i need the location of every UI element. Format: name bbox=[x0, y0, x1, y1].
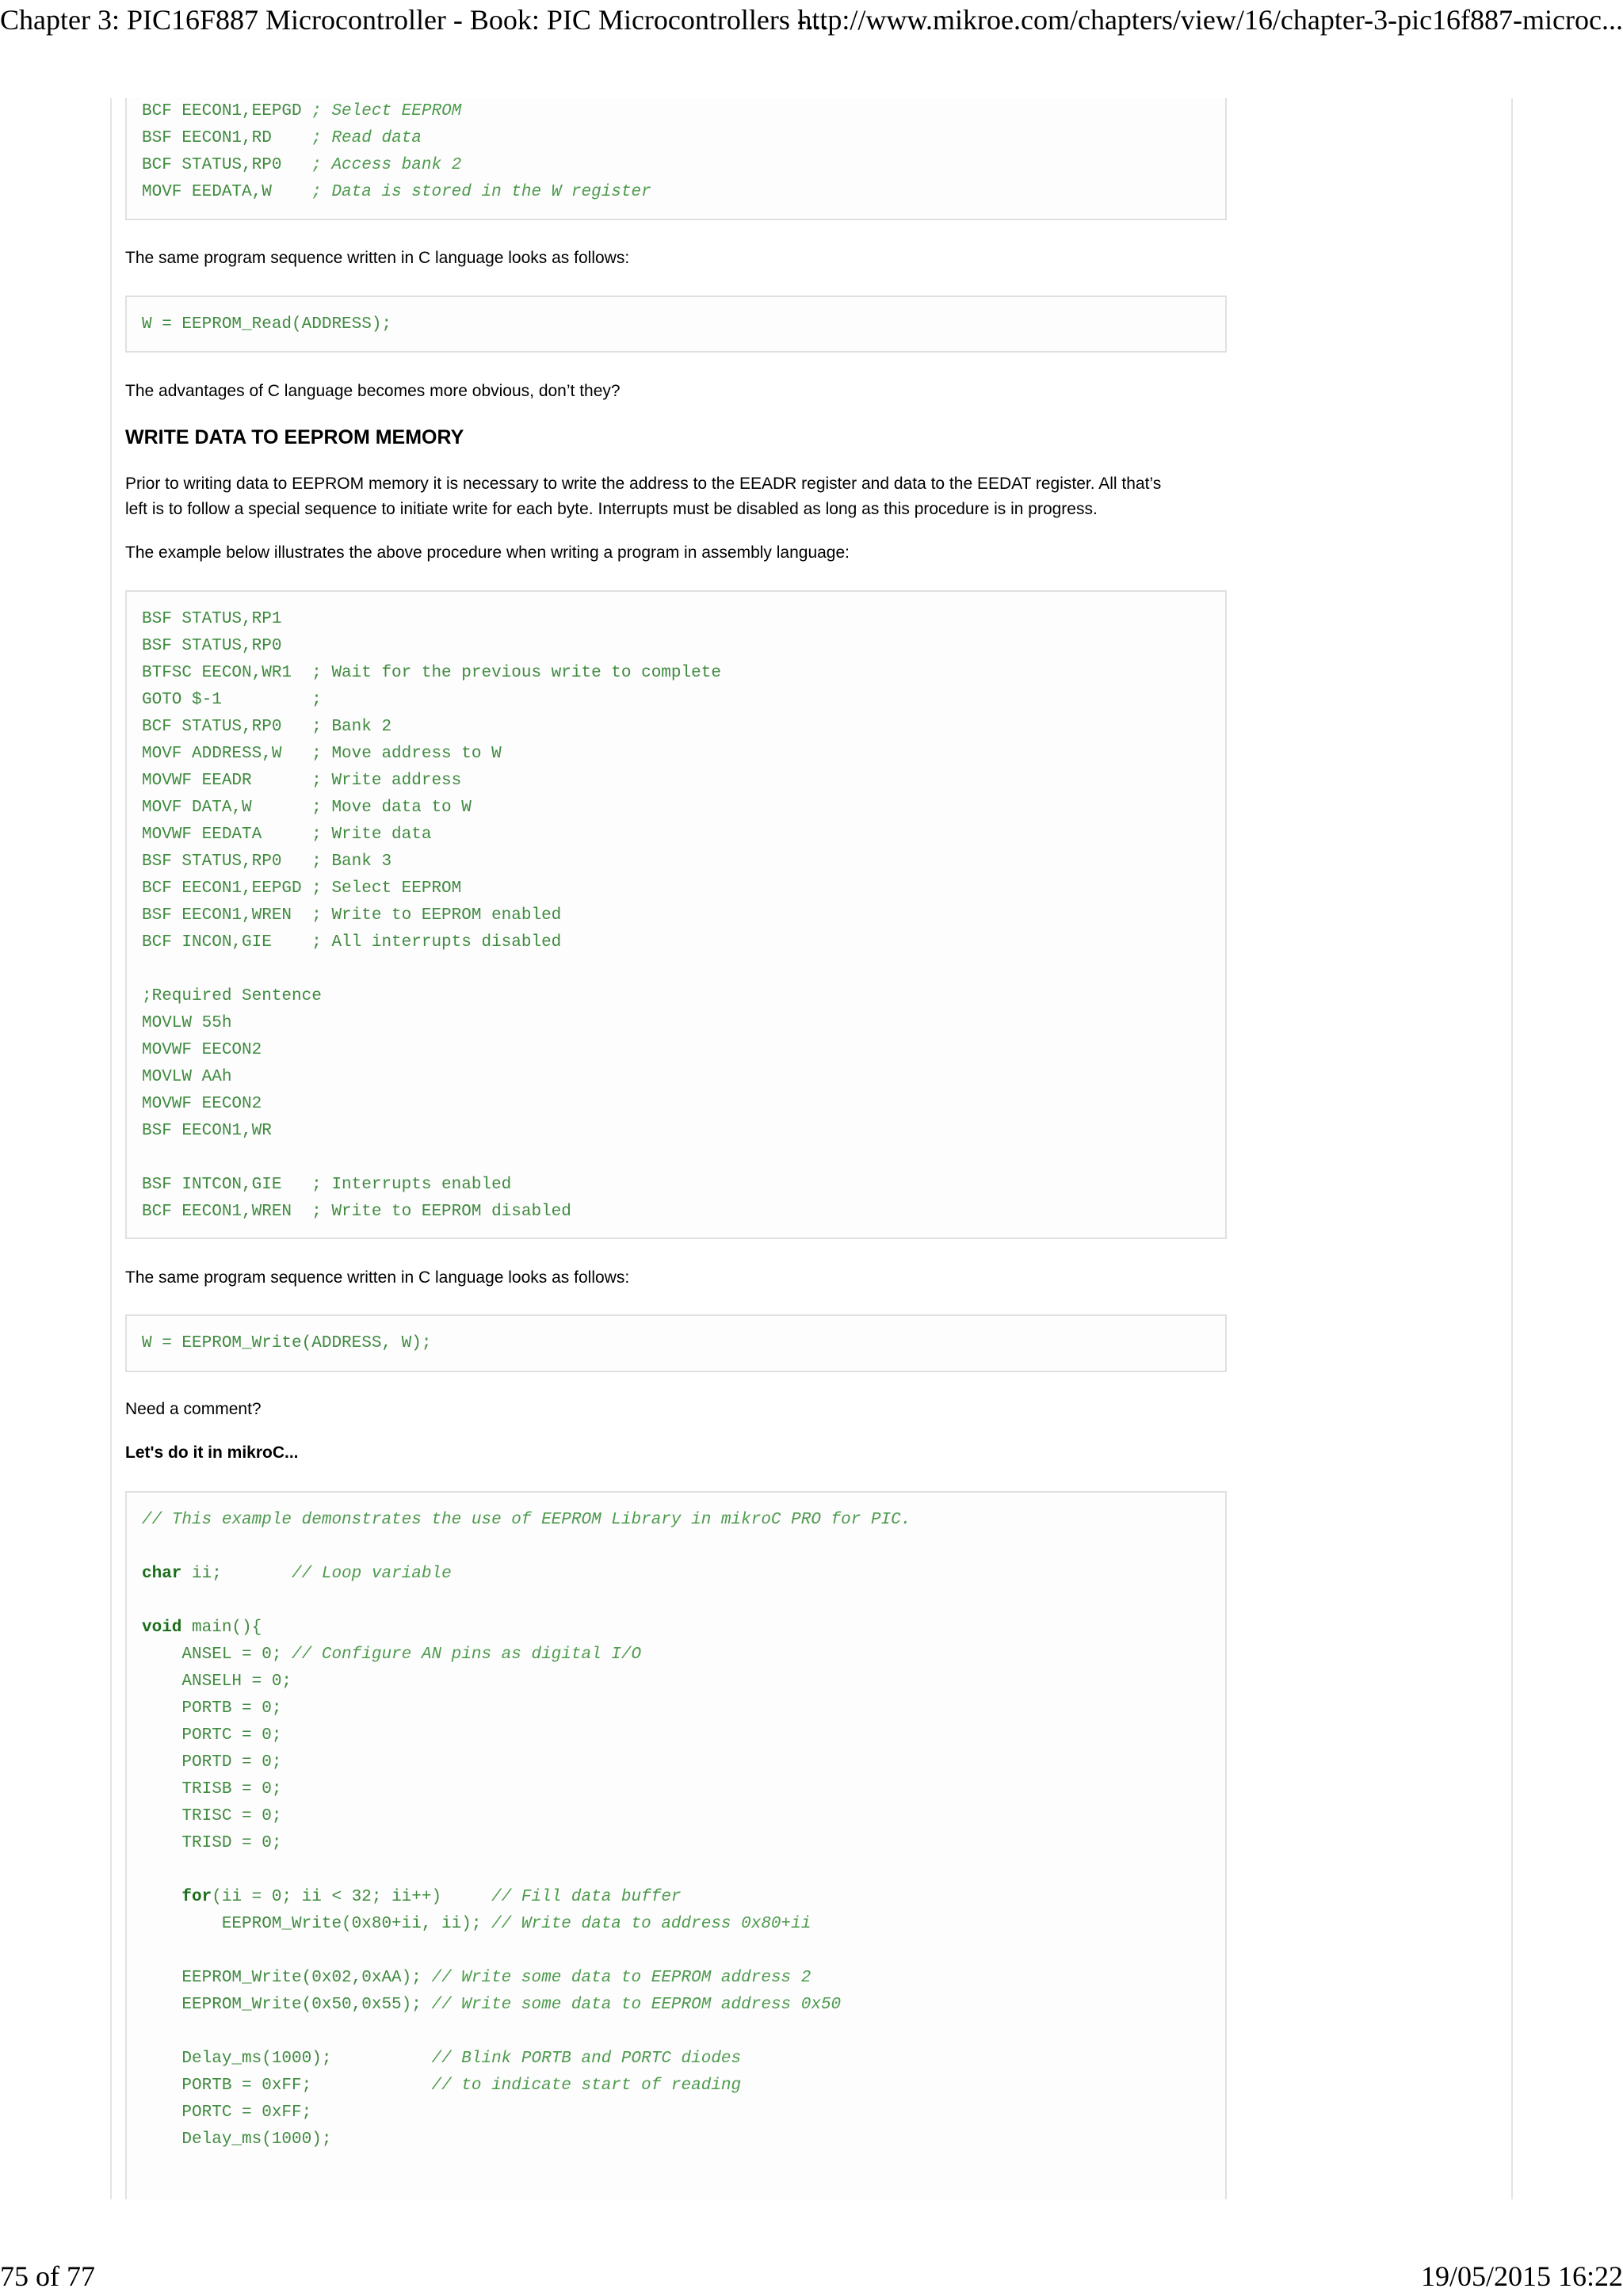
code-block-mikroc bbox=[125, 1491, 1227, 2199]
code-line bbox=[142, 2019, 1211, 2046]
code-text: ;Required Sentence bbox=[142, 987, 322, 1005]
code-text: MOVWF EECON2 bbox=[142, 1095, 262, 1113]
print-header bbox=[0, 3, 1623, 51]
code-line bbox=[142, 875, 1211, 902]
code-line bbox=[142, 1507, 1211, 1534]
code-line bbox=[142, 1884, 1211, 1911]
code-line bbox=[142, 633, 1211, 660]
code-comment: ; Read data bbox=[311, 129, 422, 147]
code-line bbox=[142, 1010, 1211, 1037]
code-comment: // Write data to address 0x80+ii bbox=[491, 1915, 812, 1933]
code-text: BSF EECON1,WREN ; Write to EEPROM enabled bbox=[142, 906, 562, 925]
code-comment: // Loop variable bbox=[292, 1565, 452, 1583]
code-line bbox=[142, 1642, 1211, 1669]
code-text: BSF EECON1,WR bbox=[142, 1122, 272, 1140]
code-line bbox=[142, 1857, 1211, 1884]
code-line bbox=[142, 606, 1211, 633]
code-text: BCF STATUS,RP0 ; Bank 2 bbox=[142, 718, 392, 736]
code-text: BCF STATUS,RP0 bbox=[142, 156, 312, 174]
code-text: GOTO $-1 ; bbox=[142, 691, 322, 709]
code-text: Delay_ms(1000); bbox=[142, 2130, 332, 2149]
code-line bbox=[142, 1615, 1211, 1642]
code-line bbox=[142, 1588, 1211, 1615]
code-text: Delay_ms(1000); bbox=[142, 2050, 432, 2068]
code-text: PORTB = 0xFF; bbox=[142, 2077, 432, 2095]
code-line bbox=[142, 125, 1211, 152]
code-line bbox=[142, 1938, 1211, 1965]
code-line bbox=[142, 983, 1211, 1010]
code-line bbox=[142, 1037, 1211, 1064]
paragraph-same-in-c-2: The same program sequence written in C language looks as follows: bbox=[125, 1268, 630, 1287]
code-text: MOVLW AAh bbox=[142, 1068, 232, 1086]
code-line bbox=[142, 1992, 1211, 2019]
code-comment: // to indicate start of reading bbox=[431, 2077, 742, 2095]
code-line bbox=[142, 902, 1211, 929]
code-text: EEPROM_Write(0x80+ii, ii); bbox=[142, 1915, 492, 1933]
code-text: MOVWF EEDATA ; Write data bbox=[142, 826, 432, 844]
code-line bbox=[142, 1965, 1211, 1992]
paragraph-lets-do: Let's do it in mikroC... bbox=[125, 1444, 299, 1462]
code-text: ANSEL = 0; bbox=[142, 1646, 292, 1664]
code-text: EEPROM_Write(0x02,0xAA); bbox=[142, 1969, 432, 1987]
code-line bbox=[142, 2046, 1211, 2073]
code-line bbox=[142, 1064, 1211, 1091]
code-line bbox=[142, 768, 1211, 795]
code-line bbox=[142, 929, 1211, 956]
code-text: BSF STATUS,RP1 bbox=[142, 610, 282, 628]
code-text: BCF EECON1,EEPGD ; Select EEPROM bbox=[142, 879, 462, 898]
code-line bbox=[142, 1561, 1211, 1588]
paragraph-write-intro: Prior to writing data to EEPROM memory it is necessary to write the address to the EEADR register and data to the EEDAT register. All that’s left is to follow a special sequence to initiate write for each byte. Interrupts must be disabled as long as this procedure is in progress. bbox=[125, 475, 1162, 518]
code-line bbox=[142, 1803, 1211, 1830]
paragraph-need-comment: Need a comment? bbox=[125, 1400, 262, 1418]
code-comment: // Blink PORTB and PORTC diodes bbox=[431, 2050, 742, 2068]
code-text: main(){ bbox=[181, 1619, 262, 1637]
code-text: MOVF EEDATA,W bbox=[142, 183, 312, 201]
code-comment: ; Data is stored in the W register bbox=[311, 183, 651, 201]
code-line bbox=[142, 1669, 1211, 1695]
code-line bbox=[142, 152, 1211, 179]
code-line bbox=[142, 956, 1211, 983]
code-text: BTFSC EECON,WR1 ; Wait for the previous write to complete bbox=[142, 664, 721, 682]
code-line bbox=[142, 98, 1211, 125]
code-line bbox=[142, 1118, 1211, 1145]
code-text: EEPROM_Write(0x50,0x55); bbox=[142, 1996, 432, 2014]
paragraph-example-intro: The example below illustrates the above procedure when writing a program in assembly language: bbox=[125, 543, 850, 562]
code-line bbox=[142, 2100, 1211, 2126]
code-text bbox=[142, 1888, 181, 1906]
code-text: ii; bbox=[181, 1565, 292, 1583]
paragraph-advantages: The advantages of C language becomes more obvious, don’t they? bbox=[125, 382, 621, 400]
code-text: BCF EECON1,EEPGD bbox=[142, 102, 312, 120]
code-comment: // Fill data buffer bbox=[491, 1888, 682, 1906]
code-text: BSF INTCON,GIE ; Interrupts enabled bbox=[142, 1176, 512, 1194]
code-text: BCF INCON,GIE ; All interrupts disabled bbox=[142, 933, 562, 952]
code-block-write-asm bbox=[125, 590, 1227, 1239]
code-line bbox=[142, 2073, 1211, 2100]
code-block-write-c bbox=[125, 1314, 1227, 1372]
code-text: MOVWF EEADR ; Write address bbox=[142, 772, 462, 790]
page-url: http://www.mikroe.com/chapters/view/16/chapter-3-pic16f887-microc... bbox=[797, 4, 1623, 36]
code-line bbox=[142, 311, 1211, 338]
code-text: TRISB = 0; bbox=[142, 1780, 282, 1798]
code-text: PORTC = 0xFF; bbox=[142, 2103, 312, 2122]
code-comment: // Write some data to EEPROM address 0x50 bbox=[431, 1996, 842, 2014]
code-comment: ; Select EEPROM bbox=[311, 102, 462, 120]
code-comment: // Configure AN pins as digital I/O bbox=[292, 1646, 642, 1664]
code-comment: // This example demonstrates the use of EEPROM Library in mikroC PRO for PIC. bbox=[142, 1511, 911, 1529]
code-line bbox=[142, 1722, 1211, 1749]
code-line bbox=[142, 660, 1211, 687]
page-title: Chapter 3: PIC16F887 Microcontroller - Book: PIC Microcontrollers -... bbox=[0, 4, 828, 36]
page-number: 75 of 77 bbox=[0, 2260, 95, 2292]
code-text: PORTD = 0; bbox=[142, 1753, 282, 1772]
code-text: MOVWF EECON2 bbox=[142, 1041, 262, 1059]
code-text: BSF STATUS,RP0 bbox=[142, 637, 282, 655]
code-line bbox=[142, 179, 1211, 206]
code-text: BSF EECON1,RD bbox=[142, 129, 312, 147]
code-text: MOVLW 55h bbox=[142, 1014, 232, 1032]
code-line bbox=[142, 1330, 1211, 1357]
code-line bbox=[142, 849, 1211, 875]
paragraph-same-in-c-1: The same program sequence written in C language looks as follows: bbox=[125, 249, 630, 267]
code-line bbox=[142, 687, 1211, 714]
code-text: (ii = 0; ii < 32; ii++) bbox=[212, 1888, 492, 1906]
code-line bbox=[142, 1172, 1211, 1199]
code-line bbox=[142, 1830, 1211, 1857]
code-comment: // Write some data to EEPROM address 2 bbox=[431, 1969, 812, 1987]
print-footer bbox=[0, 2260, 1623, 2296]
code-line bbox=[142, 2126, 1211, 2153]
code-text: BSF STATUS,RP0 ; Bank 3 bbox=[142, 852, 392, 871]
code-text: TRISC = 0; bbox=[142, 1807, 282, 1825]
heading-write-eeprom: WRITE DATA TO EEPROM MEMORY bbox=[125, 426, 464, 448]
code-line bbox=[142, 1199, 1211, 1226]
code-text: PORTC = 0; bbox=[142, 1726, 282, 1745]
code-line bbox=[142, 795, 1211, 822]
code-line bbox=[142, 1776, 1211, 1803]
print-datetime: 19/05/2015 16:22 bbox=[1420, 2260, 1623, 2292]
code-line bbox=[142, 1749, 1211, 1776]
code-line bbox=[142, 741, 1211, 768]
code-keyword: for bbox=[181, 1888, 212, 1906]
code-block-read-c bbox=[125, 296, 1227, 353]
code-text: ANSELH = 0; bbox=[142, 1672, 292, 1691]
code-line bbox=[142, 1145, 1211, 1172]
code-block-read-asm bbox=[125, 98, 1227, 220]
code-text: TRISD = 0; bbox=[142, 1834, 282, 1852]
code-text: MOVF DATA,W ; Move data to W bbox=[142, 799, 472, 817]
code-text: MOVF ADDRESS,W ; Move address to W bbox=[142, 745, 502, 763]
code-keyword: void bbox=[142, 1619, 182, 1637]
code-keyword: char bbox=[142, 1565, 182, 1583]
code-line bbox=[142, 822, 1211, 849]
code-line bbox=[142, 1695, 1211, 1722]
code-text: W = EEPROM_Write(ADDRESS, W); bbox=[142, 1334, 432, 1352]
code-text: W = EEPROM_Read(ADDRESS); bbox=[142, 315, 392, 334]
code-text: BCF EECON1,WREN ; Write to EEPROM disabled bbox=[142, 1203, 571, 1221]
code-text: PORTB = 0; bbox=[142, 1699, 282, 1718]
code-line bbox=[142, 714, 1211, 741]
code-comment: ; Access bank 2 bbox=[311, 156, 462, 174]
code-line bbox=[142, 1091, 1211, 1118]
code-line bbox=[142, 1911, 1211, 1938]
code-line bbox=[142, 1534, 1211, 1561]
